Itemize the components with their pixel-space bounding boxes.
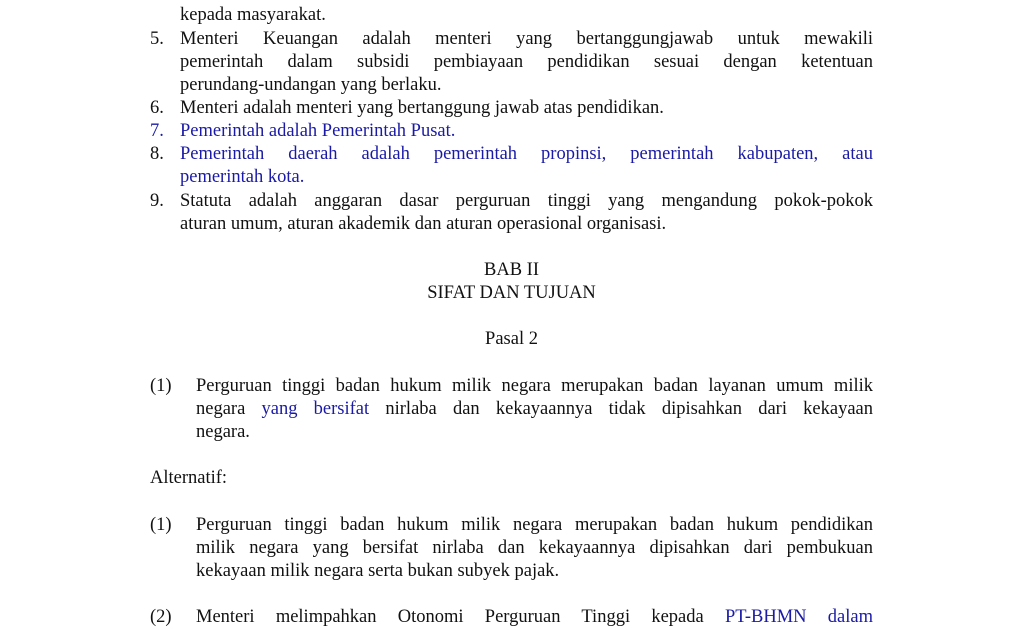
item-5-number: 5. bbox=[150, 29, 164, 49]
chapter-title: SIFAT DAN TUJUAN bbox=[427, 283, 596, 303]
item-7-line-1: Pemerintah adalah Pemerintah Pusat. bbox=[180, 121, 456, 141]
alt-para-1-line-1: Perguruan tinggi badan hukum milik negara merupakan badan hukum pendidikan bbox=[196, 515, 873, 535]
item-9-line-2: aturan umum, aturan akademik dan aturan operasional organisasi. bbox=[180, 214, 667, 234]
item-7-number: 7. bbox=[150, 121, 164, 141]
alt-para-2-line-1-highlight: PT-BHMN dalam bbox=[724, 607, 873, 627]
para-1-line-2-highlight: yang bersifat bbox=[261, 399, 370, 419]
para-1-line-1: Perguruan tinggi badan hukum milik negara merupakan badan layanan umum milik bbox=[196, 376, 873, 396]
para-1-number: (1) bbox=[150, 376, 172, 396]
alt-para-2-line-1-a: Menteri melimpahkan Otonomi Perguruan Tinggi kepada bbox=[196, 607, 725, 627]
para-1-line-3: negara. bbox=[196, 422, 250, 442]
item-6-number: 6. bbox=[150, 98, 164, 118]
alt-para-1-line-2: milik negara yang bersifat nirlaba dan kekayaannya dipisahkan dari pembukuan bbox=[196, 538, 873, 558]
article-title: Pasal 2 bbox=[485, 329, 538, 349]
alt-para-1-line-3: kekayaan milik negara serta bukan subyek pajak. bbox=[196, 561, 560, 581]
item-9-line-1: Statuta adalah anggaran dasar perguruan tinggi yang mengandung pokok-pokok bbox=[180, 191, 873, 211]
item-8-line-2: pemerintah kota. bbox=[180, 167, 305, 187]
alt-para-1-number: (1) bbox=[150, 515, 172, 535]
alt-para-2-number: (2) bbox=[150, 607, 172, 627]
item-8-number: 8. bbox=[150, 144, 164, 164]
chapter-number: BAB II bbox=[484, 260, 539, 280]
item-8-line-1: Pemerintah daerah adalah pemerintah propinsi, pemerintah kabupaten, atau bbox=[180, 144, 873, 164]
item-5-line-1: Menteri Keuangan adalah menteri yang bertanggungjawab untuk mewakili bbox=[180, 29, 873, 49]
item-5-line-2: pemerintah dalam subsidi pembiayaan pendidikan sesuai dengan ketentuan bbox=[180, 52, 873, 72]
alternatif-label: Alternatif: bbox=[150, 468, 228, 488]
item-9-number: 9. bbox=[150, 191, 164, 211]
para-1-line-2 bbox=[196, 398, 873, 421]
item-4-tail: kepada masyarakat. bbox=[180, 5, 326, 25]
alt-para-2-line-1 bbox=[196, 606, 873, 629]
para-1-line-2-c: nirlaba dan kekayaannya tidak dipisahkan dari kekayaan bbox=[369, 399, 874, 419]
item-5-line-3: perundang-undangan yang berlaku. bbox=[180, 75, 442, 95]
para-1-line-2-a: negara bbox=[196, 399, 262, 419]
item-6-line-1: Menteri adalah menteri yang bertanggung jawab atas pendidikan. bbox=[180, 98, 664, 118]
